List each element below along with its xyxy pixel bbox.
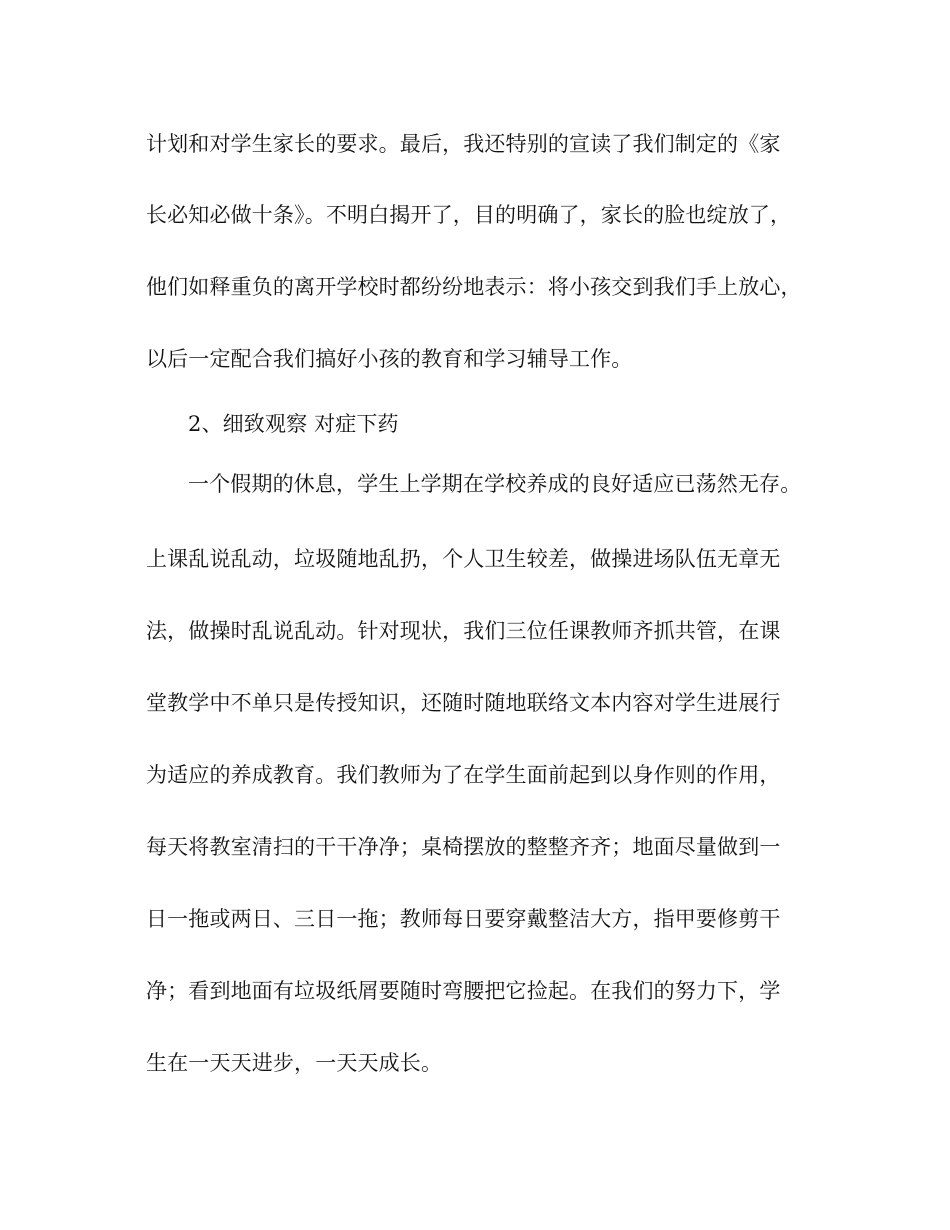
paragraph-line: 长必知必做十条》。不明白揭开了，目的明确了，家长的脸也绽放了， <box>146 203 792 227</box>
paragraph-line: 法，做操时乱说乱动。针对现状，我们三位任课教师齐抓共管，在课 <box>146 619 781 643</box>
paragraph-line: 每天将教室清扫的干干净净；桌椅摆放的整整齐齐；地面尽量做到一 <box>146 835 781 859</box>
paragraph-line: 为适应的养成教育。我们教师为了在学生面前起到以身作则的作用， <box>146 763 781 787</box>
paragraph-line: 生在一天天进步，一天天成长。 <box>146 1051 443 1075</box>
paragraph-line: 一个假期的休息，学生上学期在学校养成的良好适应已荡然无存。 <box>188 472 802 496</box>
section-heading: 2、细致观察 对症下药 <box>188 412 399 436</box>
paragraph-line: 计划和对学生家长的要求。最后，我还特别的宣读了我们制定的《家 <box>146 132 781 156</box>
paragraph-line: 堂教学中不单只是传授知识，还随时随地联络文本内容对学生进展行 <box>146 691 781 715</box>
paragraph-line: 上课乱说乱动，垃圾随地乱扔，个人卫生较差，做操进场队伍无章无 <box>146 547 781 571</box>
paragraph-line: 以后一定配合我们搞好小孩的教育和学习辅导工作。 <box>146 347 633 371</box>
paragraph-line: 净；看到地面有垃圾纸屑要随时弯腰把它捡起。在我们的努力下，学 <box>146 979 781 1003</box>
paragraph-line: 日一拖或两日、三日一拖；教师每日要穿戴整洁大方，指甲要修剪干 <box>146 907 781 931</box>
paragraph-line: 他们如释重负的离开学校时都纷纷地表示：将小孩交到我们手上放心， <box>146 275 802 299</box>
